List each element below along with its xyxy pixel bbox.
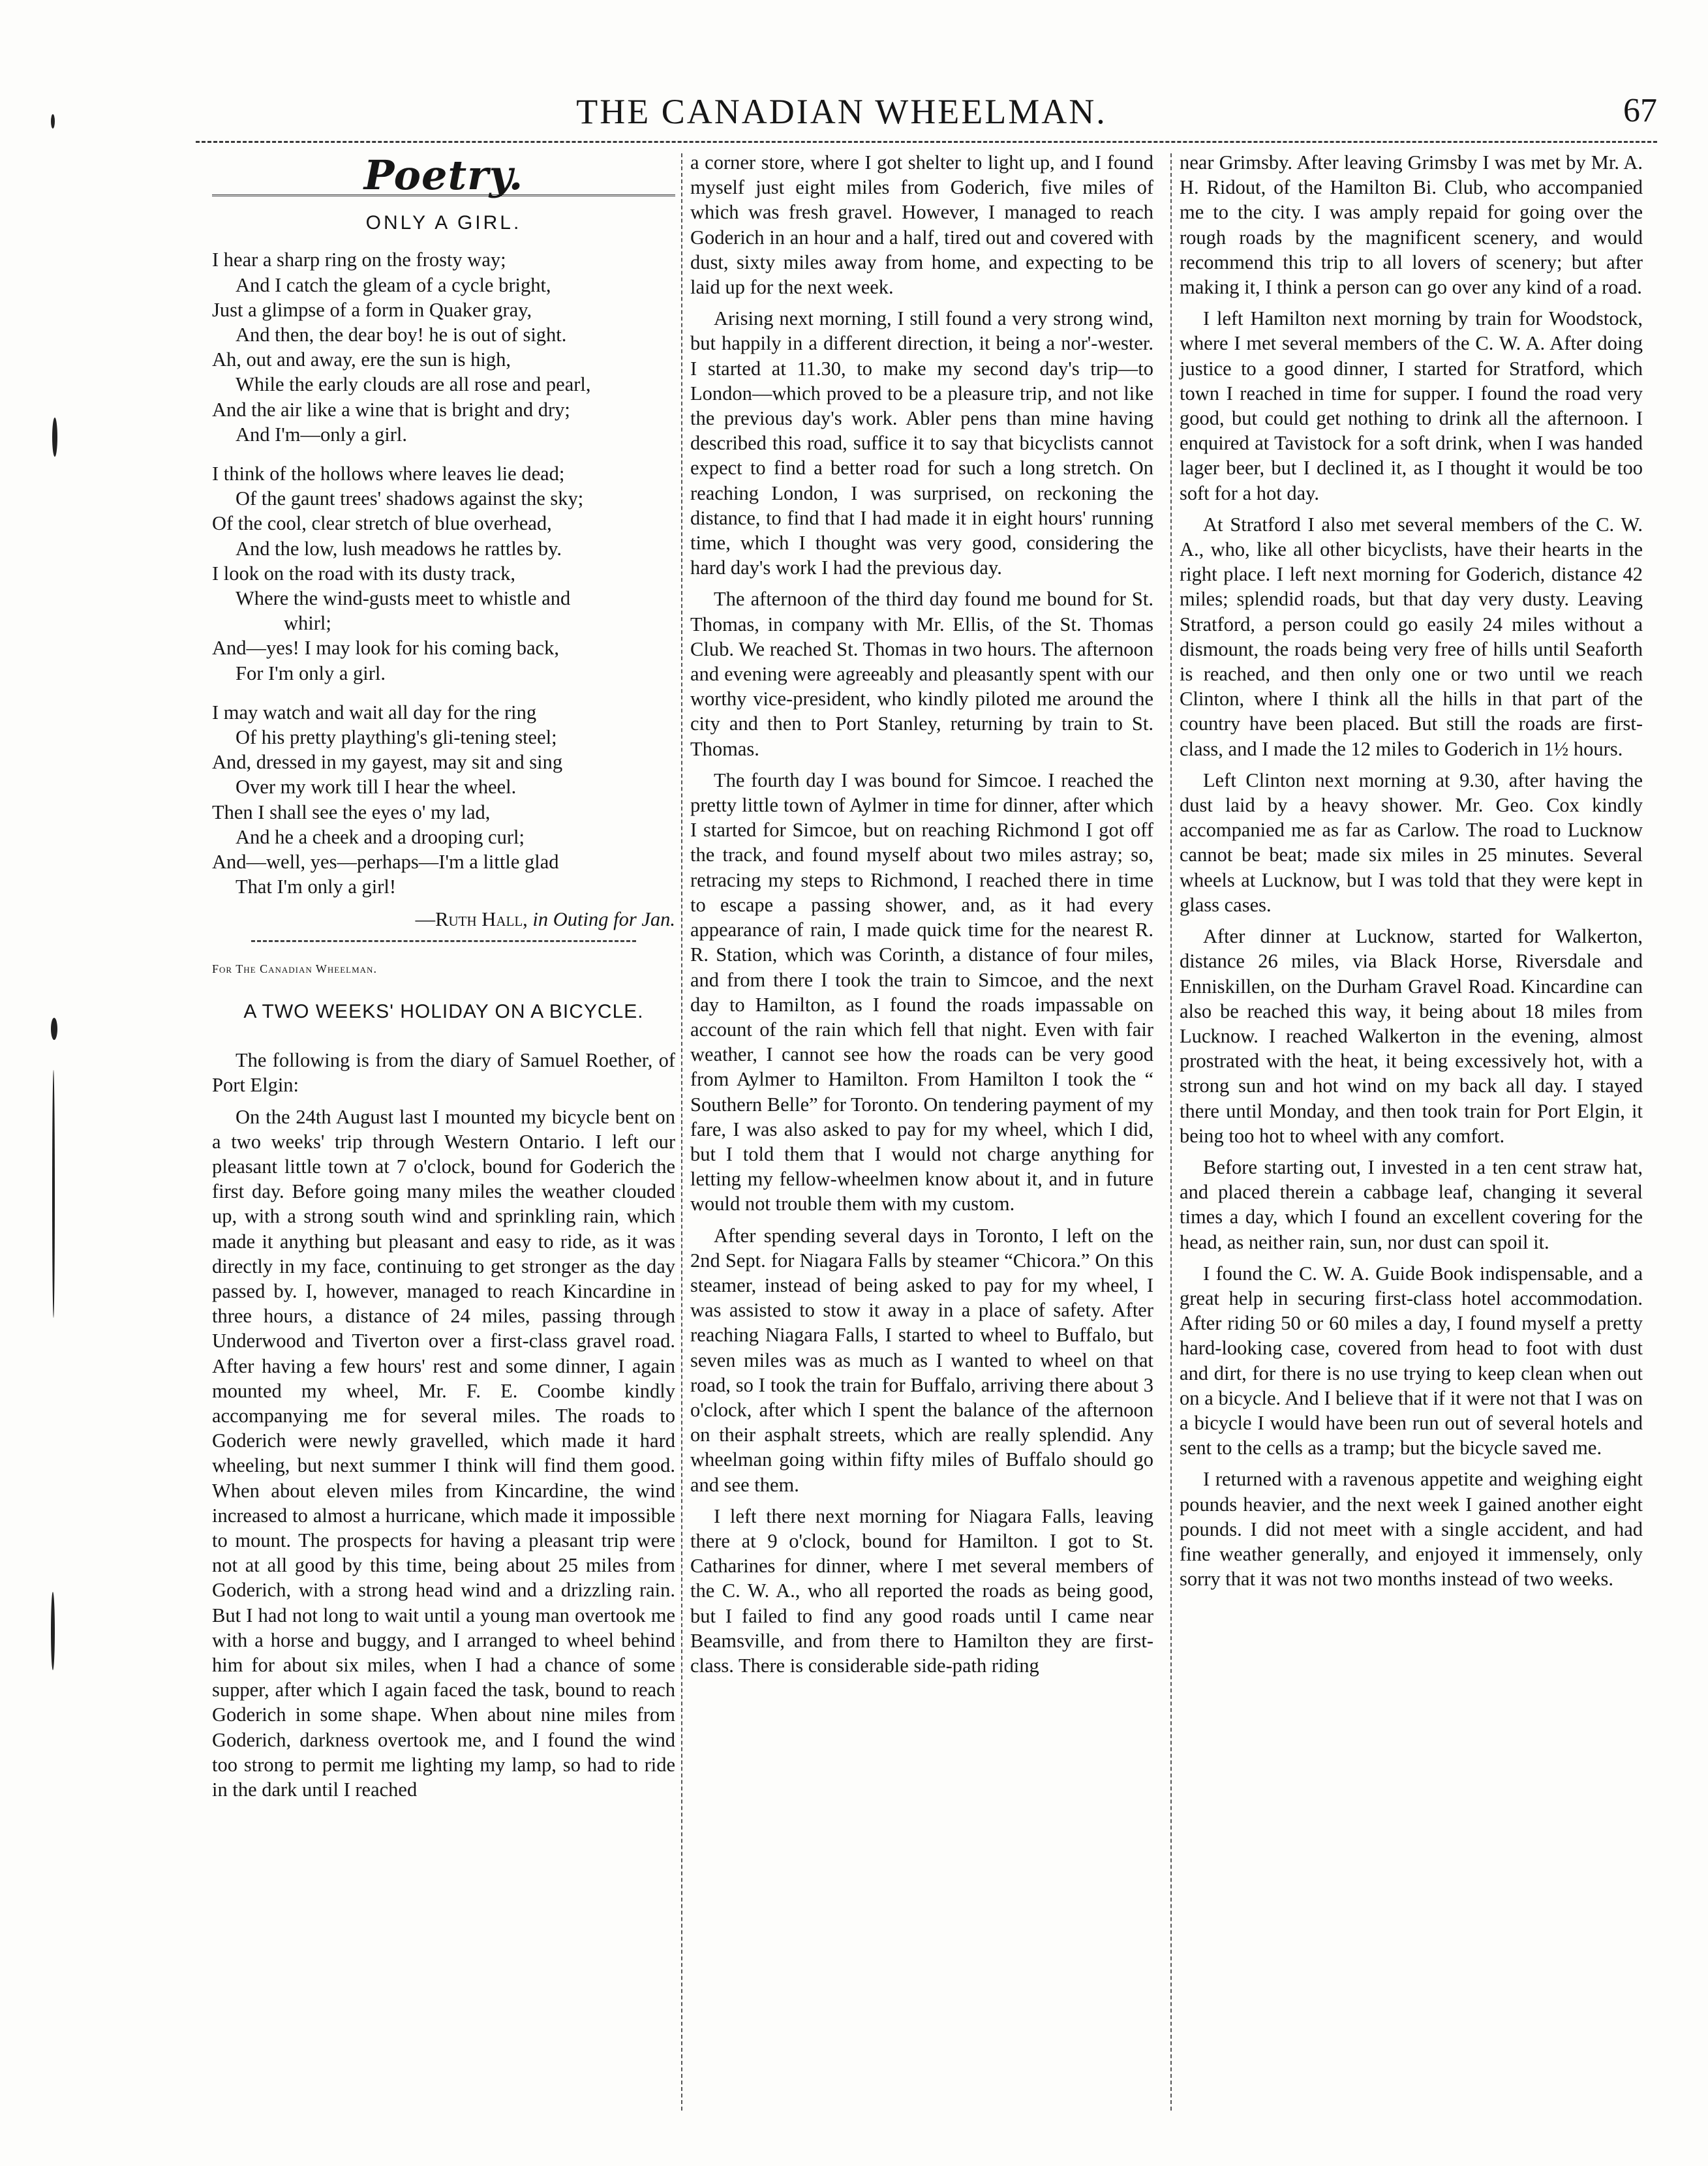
- poem-line: whirl;: [284, 612, 331, 635]
- article-paragraph: The fourth day I was bound for Simcoe. I reached the pretty little town of Aylmer in time for dinner, after which I started for Simcoe, but on reaching Richmond I got off the track, and found myself about two miles astray; so, retracing my steps to Richmond, I reached there in time to escape a passing shower, and, as it had every appearance of rain, I made quick time for the nearest R. R. Station, which was Corinth, a distance of four miles, and from there I took the train to Simcoe, and the next day to Hamilton, as I found the roads impassable on account of the rain which fell that night. Even with fair weather, I cannot see how the roads can be very good from Aylmer to Hamilton. From Hamilton I took the “ Southern Belle” for Toronto. On tendering payment of my fare, I was also asked to pay for my wheel, which I did, but I told them that I would not charge anything for letting my fellow-wheelmen know about it, and in future would not trouble them with my custom.: [690, 769, 1153, 1215]
- poem-line: And the low, lush meadows he rattles by.: [236, 537, 562, 560]
- column-2-text: [690, 150, 1153, 1678]
- poem-line: Just a glimpse of a form in Quaker gray,: [212, 298, 532, 321]
- poem-stanza: [212, 247, 675, 447]
- article-byline: For The Canadian Wheelman.: [212, 962, 377, 975]
- poem-line: And he a cheek and a drooping curl;: [236, 825, 525, 848]
- poem-line: And I'm—only a girl.: [236, 423, 408, 446]
- poem-line: Over my work till I hear the wheel.: [236, 776, 517, 799]
- poem-line: While the early clouds are all rose and pearl,: [236, 373, 591, 396]
- poem-line: Where the wind-gusts meet to whistle and: [236, 587, 571, 610]
- article-paragraph: I returned with a ravenous appetite and weighing eight pounds heavier, and the next week I gained another eight pounds. I did not meet with a single accident, and had fine weather generally, and enjoyed it immensely, only sorry that it was not two months instead of two weeks.: [1180, 1468, 1643, 1591]
- column-1: [212, 150, 675, 1808]
- article-paragraph: I found the C. W. A. Guide Book indispensable, and a great help in securing first-class hotel accommodation. After riding 50 or 60 miles a day, I found myself a pretty hard-looking case, covered from head to foot with dust and dirt, for there is no use trying to keep clean when out on a bicycle. And I believe that if it were not that I was on a bicycle I would have been run out of several hotels and sent to the cells as a tramp; but the bicycle saved me.: [1180, 1262, 1643, 1459]
- poem-line: For I'm only a girl.: [236, 662, 386, 684]
- poem-end-rule: [251, 940, 636, 942]
- poem-line: I think of the hollows where leaves lie dead;: [212, 463, 565, 485]
- poem-stanza: [212, 461, 675, 686]
- article-paragraph: I left there next morning for Niagara Falls, leaving there at 9 o'clock, bound for Hamilton. I got to St. Catharines for dinner, where I met several members of the C. W. A., who all reported the roads as being good, but I failed to find any good roads until I came near Beamsville, and from there to Hamilton they are first-class. There is considerable side-path riding: [690, 1504, 1153, 1677]
- page-number: 67: [1623, 92, 1657, 129]
- poem-line: And, dressed in my gayest, may sit and sing: [212, 751, 563, 774]
- poem-title: ONLY A GIRL.: [365, 212, 522, 234]
- article-paragraph: After spending several days in Toronto, I left on the 2nd Sept. for Niagara Falls by steamer “Chicora.” On this steamer, instead of being asked to pay for my wheel, I was assisted to stow it away in a place of safety. After reaching Niagara Falls, I started to wheel to Buffalo, but seven miles was as much as I wanted to wheel on that road, so I took the train for Buffalo, arriving there about 3 o'clock, after which I spent the balance of the afternoon on their asphalt streets, which are really splendid. Any wheelman going within fifty miles of Buffalo should go and see them.: [690, 1224, 1153, 1496]
- article-paragraph: At Stratford I also met several members of the C. W. A., who, like all other bicyclists, have their hearts in the right place. I left next morning for Goderich, distance 42 miles; splendid roads, but that day very dusty. Leaving Stratford, a person could go easily 24 miles without a dismount, the roads being very free of hills until Seaforth is reached, and then only one or two until we reach Clinton, where I think all the hills in that part of the country have been placed. But still the roads are first-class, and I made the 12 miles to Goderich in 1½ hours.: [1180, 513, 1643, 760]
- poem-line: I may watch and wait all day for the ring: [212, 701, 537, 724]
- column-divider-2: [1170, 153, 1172, 2111]
- poem-body: [212, 247, 675, 899]
- scan-speck: [52, 418, 57, 457]
- column-divider-1: [681, 153, 682, 2111]
- poem-line: And the air like a wine that is bright and dry;: [212, 398, 570, 421]
- poem-line: Of the cool, clear stretch of blue overhead,: [212, 512, 552, 535]
- poetry-section-heading: Poetry.: [363, 151, 524, 199]
- article-paragraph: a corner store, where I got shelter to light up, and I found myself just eight miles from Goderich, five miles of which was fresh gravel. However, I managed to reach Goderich in an hour and a half, tired out and covered with dust, sixty miles away from home, and expecting to be laid up for the next week.: [690, 151, 1153, 299]
- column-2: [690, 150, 1153, 1685]
- poem-attribution: [212, 907, 675, 932]
- page-header: [196, 91, 1657, 137]
- scan-speck: [51, 1018, 57, 1040]
- poem-source: in Outing for Jan.: [532, 908, 675, 931]
- article-paragraph: near Grimsby. After leaving Grimsby I was met by Mr. A. H. Ridout, of the Hamilton Bi. Club, who accompanied me to the city. I was amply repaid for going over the rough roads by the magnificent scenery, and would recommend this trip to all lovers of scenery; but after making it, I think a person can go over any kind of a road.: [1180, 151, 1643, 299]
- article-paragraph: The following is from the diary of Samuel Roether, of Port Elgin:: [212, 1049, 675, 1097]
- article-paragraph: On the 24th August last I mounted my bicycle bent on a two weeks' trip through Western Ontario. I left our pleasant little town at 7 o'clock, bound for Goderich the first day. Before going many miles the weather clouded up, with a strong south wind and sprinkling rain, which made it anything but pleasant and easy to ride, as it was directly in my face, continuing to get stronger as the day passed by. I, however, managed to reach Kincardine in three hours, a distance of 24 miles, passing through Underwood and Tiverton over a first-class gravel road. After having a few hours' rest and some dinner, I again mounted my wheel, Mr. F. E. Coombe kindly accompanying me for several miles. The roads to Goderich were newly gravelled, which made it hard wheeling, but next summer I think will find them good. When about eleven miles from Kincardine, the wind increased to almost a hurricane, which made it impossible to mount. The prospects for having a pleasant trip were not at all good by this time, being about 25 miles from Goderich, with a strong head wind and a drizzling rain. But I had not long to wait until a young man overtook me with a horse and buggy, and I arranged to wheel behind him for about six miles, when I had a chance of some supper, after which I again faced the task, bound to reach Goderich in some shape. When about nine miles from Goderich, darkness overtook me, and I found the wind too strong to permit me lighting my lamp, so had to ride in the dark until I reached: [212, 1105, 675, 1801]
- poem-line: That I'm only a girl!: [236, 876, 397, 898]
- poem-line: Ah, out and away, ere the sun is high,: [212, 348, 511, 371]
- poem-line: And—yes! I may look for his coming back,: [212, 637, 559, 660]
- poem-line: Then I shall see the eyes o' my lad,: [212, 801, 491, 823]
- poem-line: Of the gaunt trees' shadows against the sky;: [236, 487, 584, 510]
- article-paragraph: I left Hamilton next morning by train for Woodstock, where I met several members of the C. W. A. After doing justice to a good dinner, I started for Stratford, which town I reached in time for supper. I found the road very good, but could get nothing to drink all the afternoon. I enquired at Tavistock for a soft drink, when I was handed lager beer, but I declined it, as I thought it would be too soft for a hot day.: [1180, 307, 1643, 504]
- column-1-text: [212, 1048, 675, 1802]
- column-3-text: [1180, 150, 1643, 1591]
- poem-line: And I catch the gleam of a cycle bright,: [236, 273, 551, 296]
- article-paragraph: After dinner at Lucknow, started for Walkerton, distance 26 miles, via Black Horse, Riversdale and Enniskillen, on the Durham Gravel Road. Kincardine can also be reached this way, it being about 18 miles from Lucknow. I reached Walkerton in the evening, almost prostrated with the heat, it being excessively hot, with a strong sun and hot wind on my back all day. I stayed there until Monday, and then took train for Port Elgin, it being too hot to wheel with any comfort.: [1180, 925, 1643, 1147]
- scan-speck: [51, 1592, 55, 1670]
- poem-line: And—well, yes—perhaps—I'm a little glad: [212, 851, 559, 874]
- poem-line: I look on the road with its dusty track,: [212, 562, 516, 585]
- article-paragraph: Before starting out, I invested in a ten cent straw hat, and placed therein a cabbage leaf, changing it several times a day, which I found an excellent covering for the head, as neither rain, sun, nor dust can spoil it.: [1180, 1155, 1643, 1253]
- column-3: [1180, 150, 1643, 1598]
- article-title: A TWO WEEKS' HOLIDAY ON A BICYCLE.: [243, 1000, 644, 1022]
- masthead: THE CANADIAN WHEELMAN.: [576, 92, 1107, 131]
- article-paragraph: Left Clinton next morning at 9.30, after having the dust laid by a heavy shower. Mr. Geo. Cox kindly accompanied me as far as Carlow. The road to Lucknow cannot be beat; made six miles in 25 minutes. Several wheels at Lucknow, but I was told that they were kept in glass cases.: [1180, 769, 1643, 916]
- article-paragraph: The afternoon of the third day found me bound for St. Thomas, in company with Mr. Ellis, of the St. Thomas Club. We reached St. Thomas in two hours. The afternoon and evening were agreeably and pleasantly spent with our worthy vice-president, who kindly piloted me around the city and then to Port Stanley, returning by train to St. Thomas.: [690, 588, 1153, 760]
- poem-stanza: [212, 700, 675, 900]
- poem-line: And then, the dear boy! he is out of sight.: [236, 324, 567, 346]
- scan-speck: [51, 114, 55, 129]
- poem-author: —Ruth Hall,: [415, 908, 528, 931]
- poem-line: I hear a sharp ring on the frosty way;: [212, 249, 506, 271]
- header-rule: [196, 141, 1657, 143]
- scan-speck: [52, 1070, 55, 1318]
- poem-line: Of his pretty plaything's gli-tening steel;: [236, 726, 557, 749]
- article-paragraph: Arising next morning, I still found a very strong wind, but happily in a different direction, it being a nor'-wester. I started at 11.30, to make my second day's trip—to London—which proved to be a pleasure trip, and not like the previous day's work. Abler pens than mine having described this road, suffice it to say that bicyclists cannot expect to find a better road for such a long stretch. On reaching London, I was surprised, on reckoning the distance, to find that I had made it in eight hours' running time, which I thought was very good, considering the hard day's work I had the previous day.: [690, 307, 1153, 579]
